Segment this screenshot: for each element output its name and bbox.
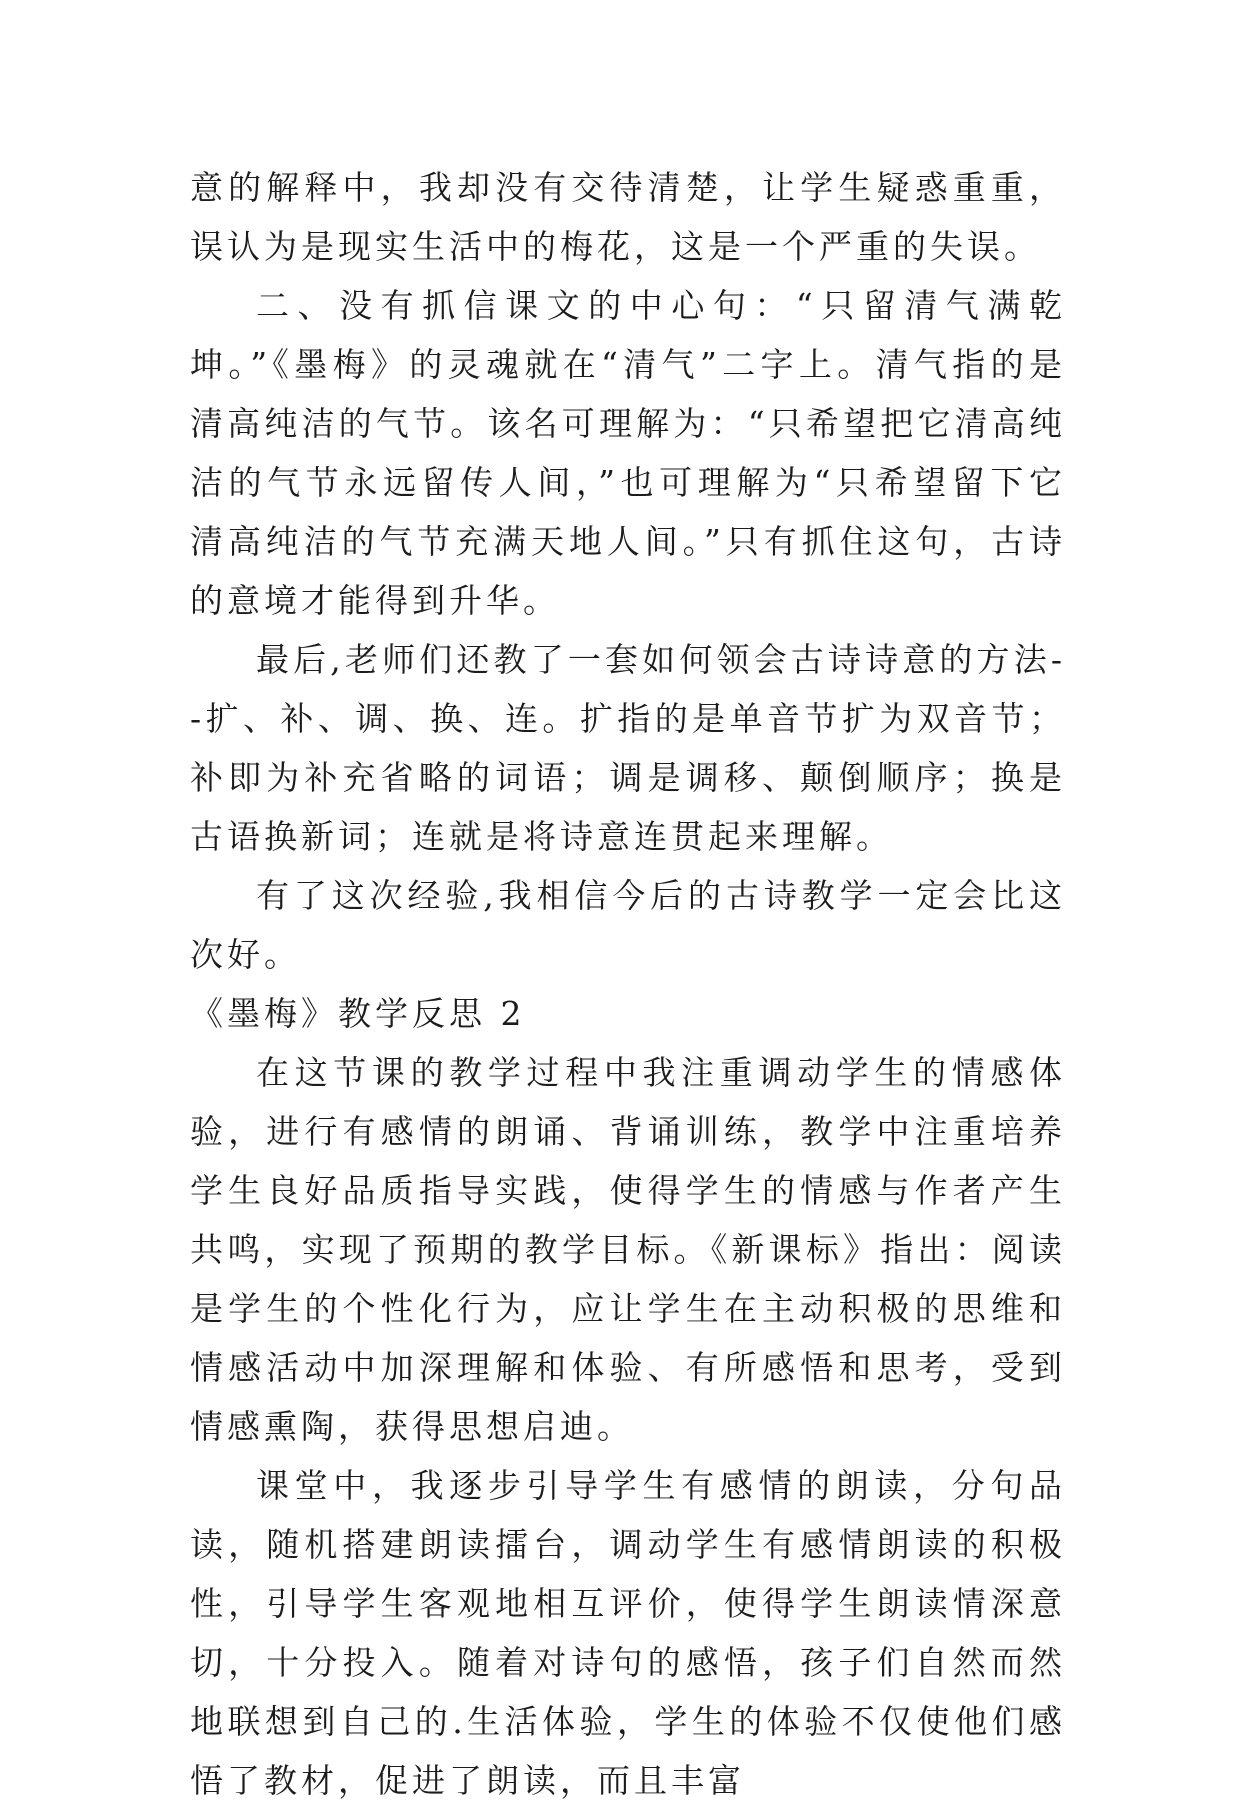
paragraph-conclusion: 有了这次经验,我相信今后的古诗教学一定会比这次好。 bbox=[190, 876, 1066, 974]
paragraph-method: 最后,老师们还教了一套如何领会古诗诗意的方法--扩、补、调、换、连。扩指的是单音节扩为双音节；补即为补充省略的词语；调是调移、颠倒顺序；换是古语换新词；连就是将诗意连贯起来理解。 bbox=[190, 640, 1066, 856]
paragraph-point-two: 二、没有抓信课文的中心句：“只留清气满乾坤。”《墨梅》的灵魂就在“清气”二字上。清气指的是清高纯洁的气节。该名可理解为：“只希望把它清高纯洁的气节永远留传人间，”也可理解为“只希望留下它清高纯洁的气节充满天地人间。”只有抓住这句，古诗的意境才能得到升华。 bbox=[190, 286, 1066, 620]
paragraph-reflection-intro: 在这节课的教学过程中我注重调动学生的情感体验，进行有感情的朗诵、背诵训练，教学中注重培养学生良好品质指导实践，使得学生的情感与作者产生共鸣，实现了预期的教学目标。《新课标》指出：阅读是学生的个性化行为，应让学生在主动积极的思维和情感活动中加深理解和体验、有所感悟和思考，受到情感熏陶，获得思想启迪。 bbox=[190, 1053, 1066, 1446]
paragraph-continuation: 意的解释中，我却没有交待清楚，让学生疑惑重重，误认为是现实生活中的梅花，这是一个严重的失误。 bbox=[190, 168, 1066, 266]
document-body bbox=[190, 158, 1066, 1810]
paragraph-classroom: 课堂中，我逐步引导学生有感情的朗读，分句品读，随机搭建朗读擂台，调动学生有感情朗读的积极性，引导学生客观地相互评价，使得学生朗读情深意切，十分投入。随着对诗句的感悟，孩子们自然而然地联想到自己的.生活体验，学生的体验不仅使他们感悟了教材，促进了朗读，而且丰富 bbox=[190, 1466, 1066, 1800]
section-heading: 《墨梅》教学反思 2 bbox=[190, 994, 526, 1033]
